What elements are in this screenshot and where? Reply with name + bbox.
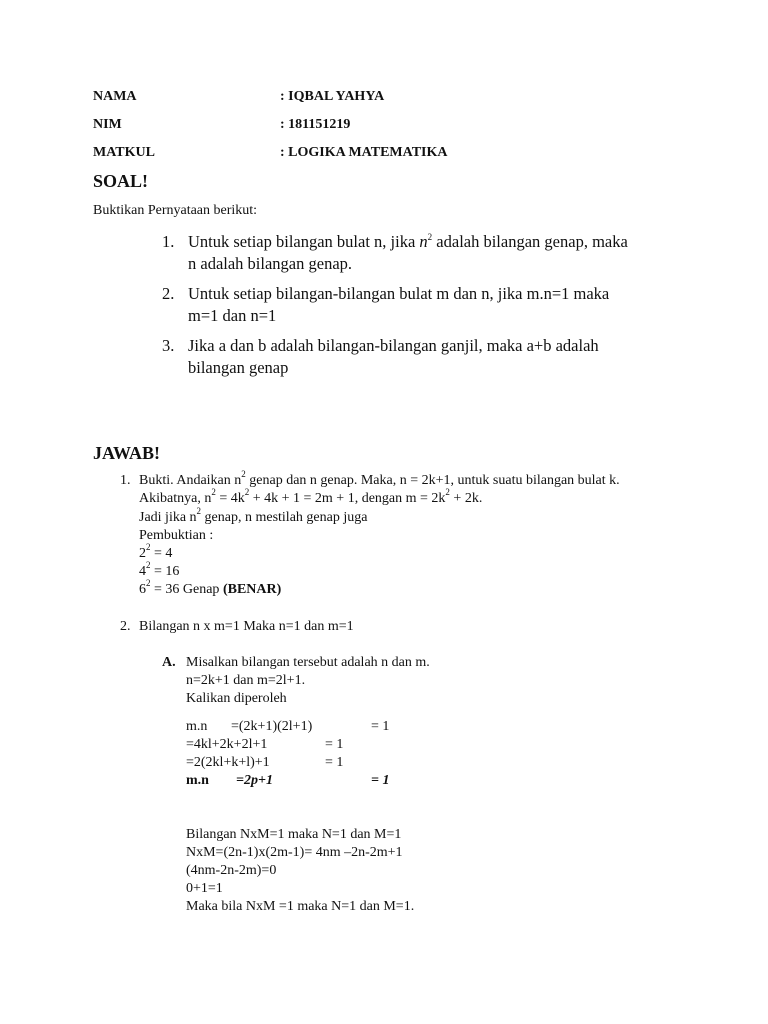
soal-item-3-num: 3. [162,336,175,355]
calc-row-1-mid: =(2k+1)(2l+1) [231,719,313,734]
jawab-2-s3: Kalikan diperoleh [186,691,287,706]
soal-intro: Buktikan Pernyataan berikut: [93,203,258,218]
calc-row-1-lhs: m.n [186,719,208,734]
header-label-nama: NAMA [93,89,137,104]
proof-1-sup: 2 [146,542,151,553]
jawab-2-num: 2. [120,619,131,634]
proof-2-base: 4 [139,564,146,579]
soal-item-1-line2: n adalah bilangan genap. [188,254,353,273]
jawab-2-t2: NxM=(2n-1)x(2m-1)= 4nm –2n-2m+1 [186,845,403,860]
jawab-1-line2-c: + 4k + 1 = 2m + 1, dengan m = 2k [249,491,446,506]
jawab-2-s1: Misalkan bilangan tersebut adalah n dan m. [186,655,430,670]
jawab-2-line: Bilangan n x m=1 Maka n=1 dan m=1 [139,619,354,634]
soal-item-1 [162,231,628,253]
jawab-1-line2-b: = 4k [215,491,245,506]
soal-item-2-line1: Untuk setiap bilangan-bilangan bulat m dan n, jika m.n=1 maka [188,284,610,303]
soal-item-3-line1: Jika a dan b adalah bilangan-bilangan ganjil, maka a+b adalah [188,336,599,355]
jawab-1-line2-sup2: 2 [244,487,250,498]
header-value-nim: : 181151219 [280,117,351,132]
jawab-1-line2 [139,487,483,507]
jawab-2-t4: 0+1=1 [186,881,223,896]
jawab-1-line3-a: Jadi jika n [139,510,197,525]
proof-2-result: = 16 [150,564,180,579]
jawab-1-line1-b: genap dan n genap. Maka, n = 2k+1, untuk suatu bilangan bulat k. [245,473,620,488]
header-value-nama: : IQBAL YAHYA [280,89,385,104]
proof-3-sup: 2 [146,578,151,589]
calc-row-3-rhs: = 1 [325,755,344,770]
jawab-1-line2-sup1: 2 [211,487,216,498]
jawab-2-t3: (4nm-2n-2m)=0 [186,863,277,878]
jawab-1-line3 [139,506,368,526]
jawab-1-line1-sup: 2 [241,469,246,480]
proof-2-sup: 2 [146,560,151,571]
proof-1-result: = 4 [150,546,173,561]
jawab-1-line3-sup: 2 [196,506,202,517]
jawab-1-proof-3 [139,578,282,598]
proof-1-base: 2 [139,546,146,561]
header-label-matkul: MATKUL [93,145,155,160]
calc-row-2-lhs: =4kl+2k+2l+1 [186,737,268,752]
soal-item-3-line2: bilangan genap [188,358,289,377]
soal-title: SOAL! [93,171,149,191]
calc-row-3-lhs: =2(2kl+k+l)+1 [186,755,270,770]
soal-item-1-sup: 2 [427,231,433,242]
jawab-1-line1-a: Bukti. Andaikan n [139,473,242,488]
proof-3-benar: (BENAR) [222,582,282,597]
proof-3-base: 6 [139,582,146,597]
jawab-2-t1: Bilangan NxM=1 maka N=1 dan M=1 [186,827,402,842]
soal-item-2-num: 2. [162,284,175,303]
jawab-1-num: 1. [120,473,131,488]
calc-row-4-lhs: m.n [186,773,209,788]
jawab-1-line2-sup3: 2 [445,487,450,498]
jawab-2-s2: n=2k+1 dan m=2l+1. [186,673,306,688]
jawab-2-sub-label: A. [162,655,176,670]
jawab-2-t5: Maka bila NxM =1 maka N=1 dan M=1. [186,899,415,914]
soal-item-1-num: 1. [162,232,175,251]
soal-item-1-var: n [419,232,428,251]
soal-item-1-text-a: Untuk setiap bilangan bulat n, jika [188,232,420,251]
header-value-matkul: : LOGIKA MATEMATIKA [280,145,448,160]
jawab-1-line3-b: genap, n mestilah genap juga [201,510,368,525]
header-label-nim: NIM [93,117,122,132]
calc-row-4-mid: =2p+1 [236,773,273,788]
soal-item-2-line2: m=1 dan n=1 [188,306,277,325]
proof-3-result: = 36 Genap [150,582,223,597]
calc-row-4-rhs: = 1 [371,773,390,788]
jawab-1-line2-a: Akibatnya, n [139,491,212,506]
calc-row-1-rhs: = 1 [371,719,390,734]
jawab-1-pembuktian: Pembuktian : [139,528,214,543]
calc-row-2-rhs: = 1 [325,737,344,752]
soal-item-1-text-b: adalah bilangan genap, maka [432,232,628,251]
jawab-1-proof-1 [139,542,173,562]
jawab-title: JAWAB! [93,443,161,463]
jawab-1-line2-d: + 2k. [449,491,483,506]
